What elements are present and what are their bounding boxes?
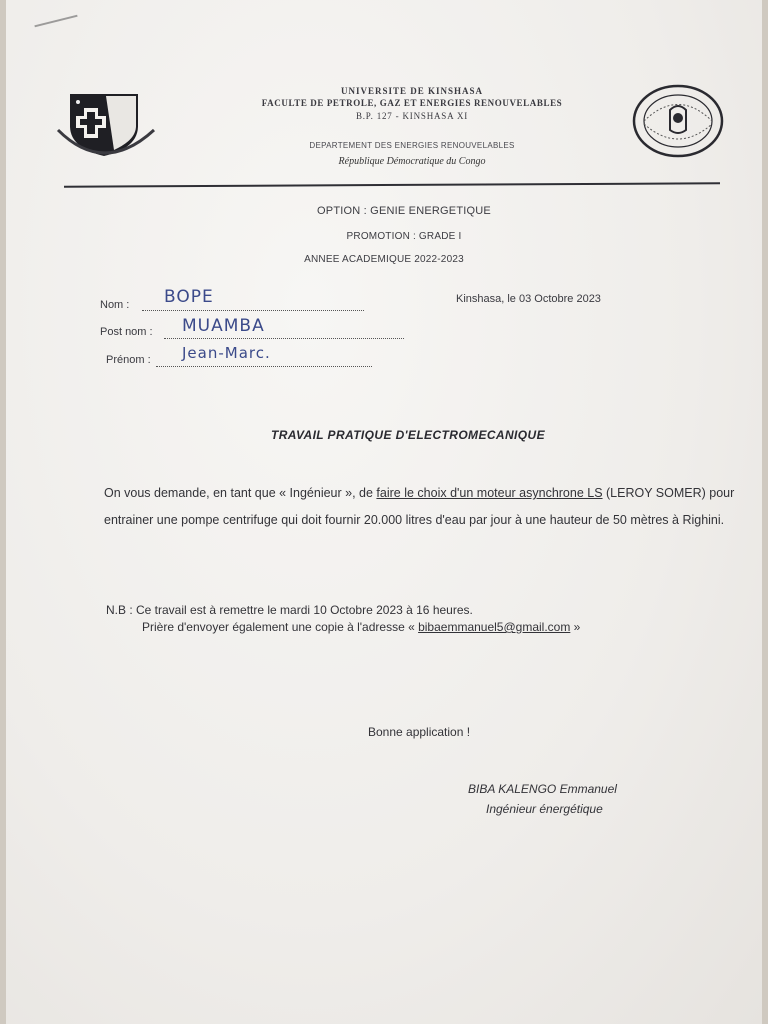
field-nom [100, 299, 129, 311]
nb-email-prefix: Prière d'envoyer également une copie à l'adresse « [142, 620, 419, 634]
nom-handwritten: BOPE [164, 287, 214, 307]
postnom-label: Post nom : [100, 326, 153, 338]
signature-name: BIBA KALENGO Emmanuel [468, 782, 617, 796]
nb-email-line [142, 620, 580, 634]
document-sheet [6, 0, 762, 1024]
prenom-label: Prénom : [106, 354, 151, 366]
header-department: DEPARTEMENT DES ENERGIES RENOUVELABLES [309, 141, 515, 150]
email-address: bibaemmanuel5@gmail.com [418, 620, 571, 634]
postnom-handwritten: MUAMBA [182, 316, 265, 336]
signature-role: Ingénieur énergétique [486, 802, 603, 816]
header-university: UNIVERSITE DE KINSHASA [340, 86, 484, 96]
paragraph-underlined: faire le choix d'un moteur asynchrone LS [376, 486, 603, 500]
paragraph-part-c: (LEROY SOMER) pour entrainer une pompe centrifuge qui doit fournir 20.000 litres d'eau par jour à une hauteur de 50 mètres à Righini. [104, 486, 735, 527]
field-prenom [106, 354, 151, 366]
header-postal: B.P. 127 - KINSHASA XI [355, 111, 469, 121]
assignment-paragraph [104, 480, 744, 534]
prenom-handwritten: Jean-Marc. [182, 344, 271, 362]
field-postnom [100, 326, 153, 338]
nb-deadline: N.B : Ce travail est à remettre le mardi 10 Octobre 2023 à 16 heures. [106, 603, 473, 617]
nom-label: Nom : [100, 299, 130, 311]
paragraph-part-a: On vous demande, en tant que « Ingénieur », de [104, 486, 377, 500]
closing-line: Bonne application ! [368, 725, 471, 739]
document-date: Kinshasa, le 03 Octobre 2023 [456, 293, 601, 305]
document-title: TRAVAIL PRATIQUE D'ELECTROMECANIQUE [271, 428, 545, 442]
header-country: République Démocratique du Congo [338, 156, 486, 167]
nb-email-suffix: » [570, 620, 581, 634]
pen-mark [34, 15, 77, 28]
promotion-line: PROMOTION : GRADE I [346, 231, 462, 242]
header-faculty: FACULTE DE PETROLE, GAZ ET ENERGIES RENOUVELABLES [261, 98, 563, 108]
header-divider [64, 182, 720, 187]
option-line: OPTION : GENIE ENERGETIQUE [317, 205, 491, 217]
academic-year-line: ANNEE ACADEMIQUE 2022-2023 [304, 254, 464, 265]
